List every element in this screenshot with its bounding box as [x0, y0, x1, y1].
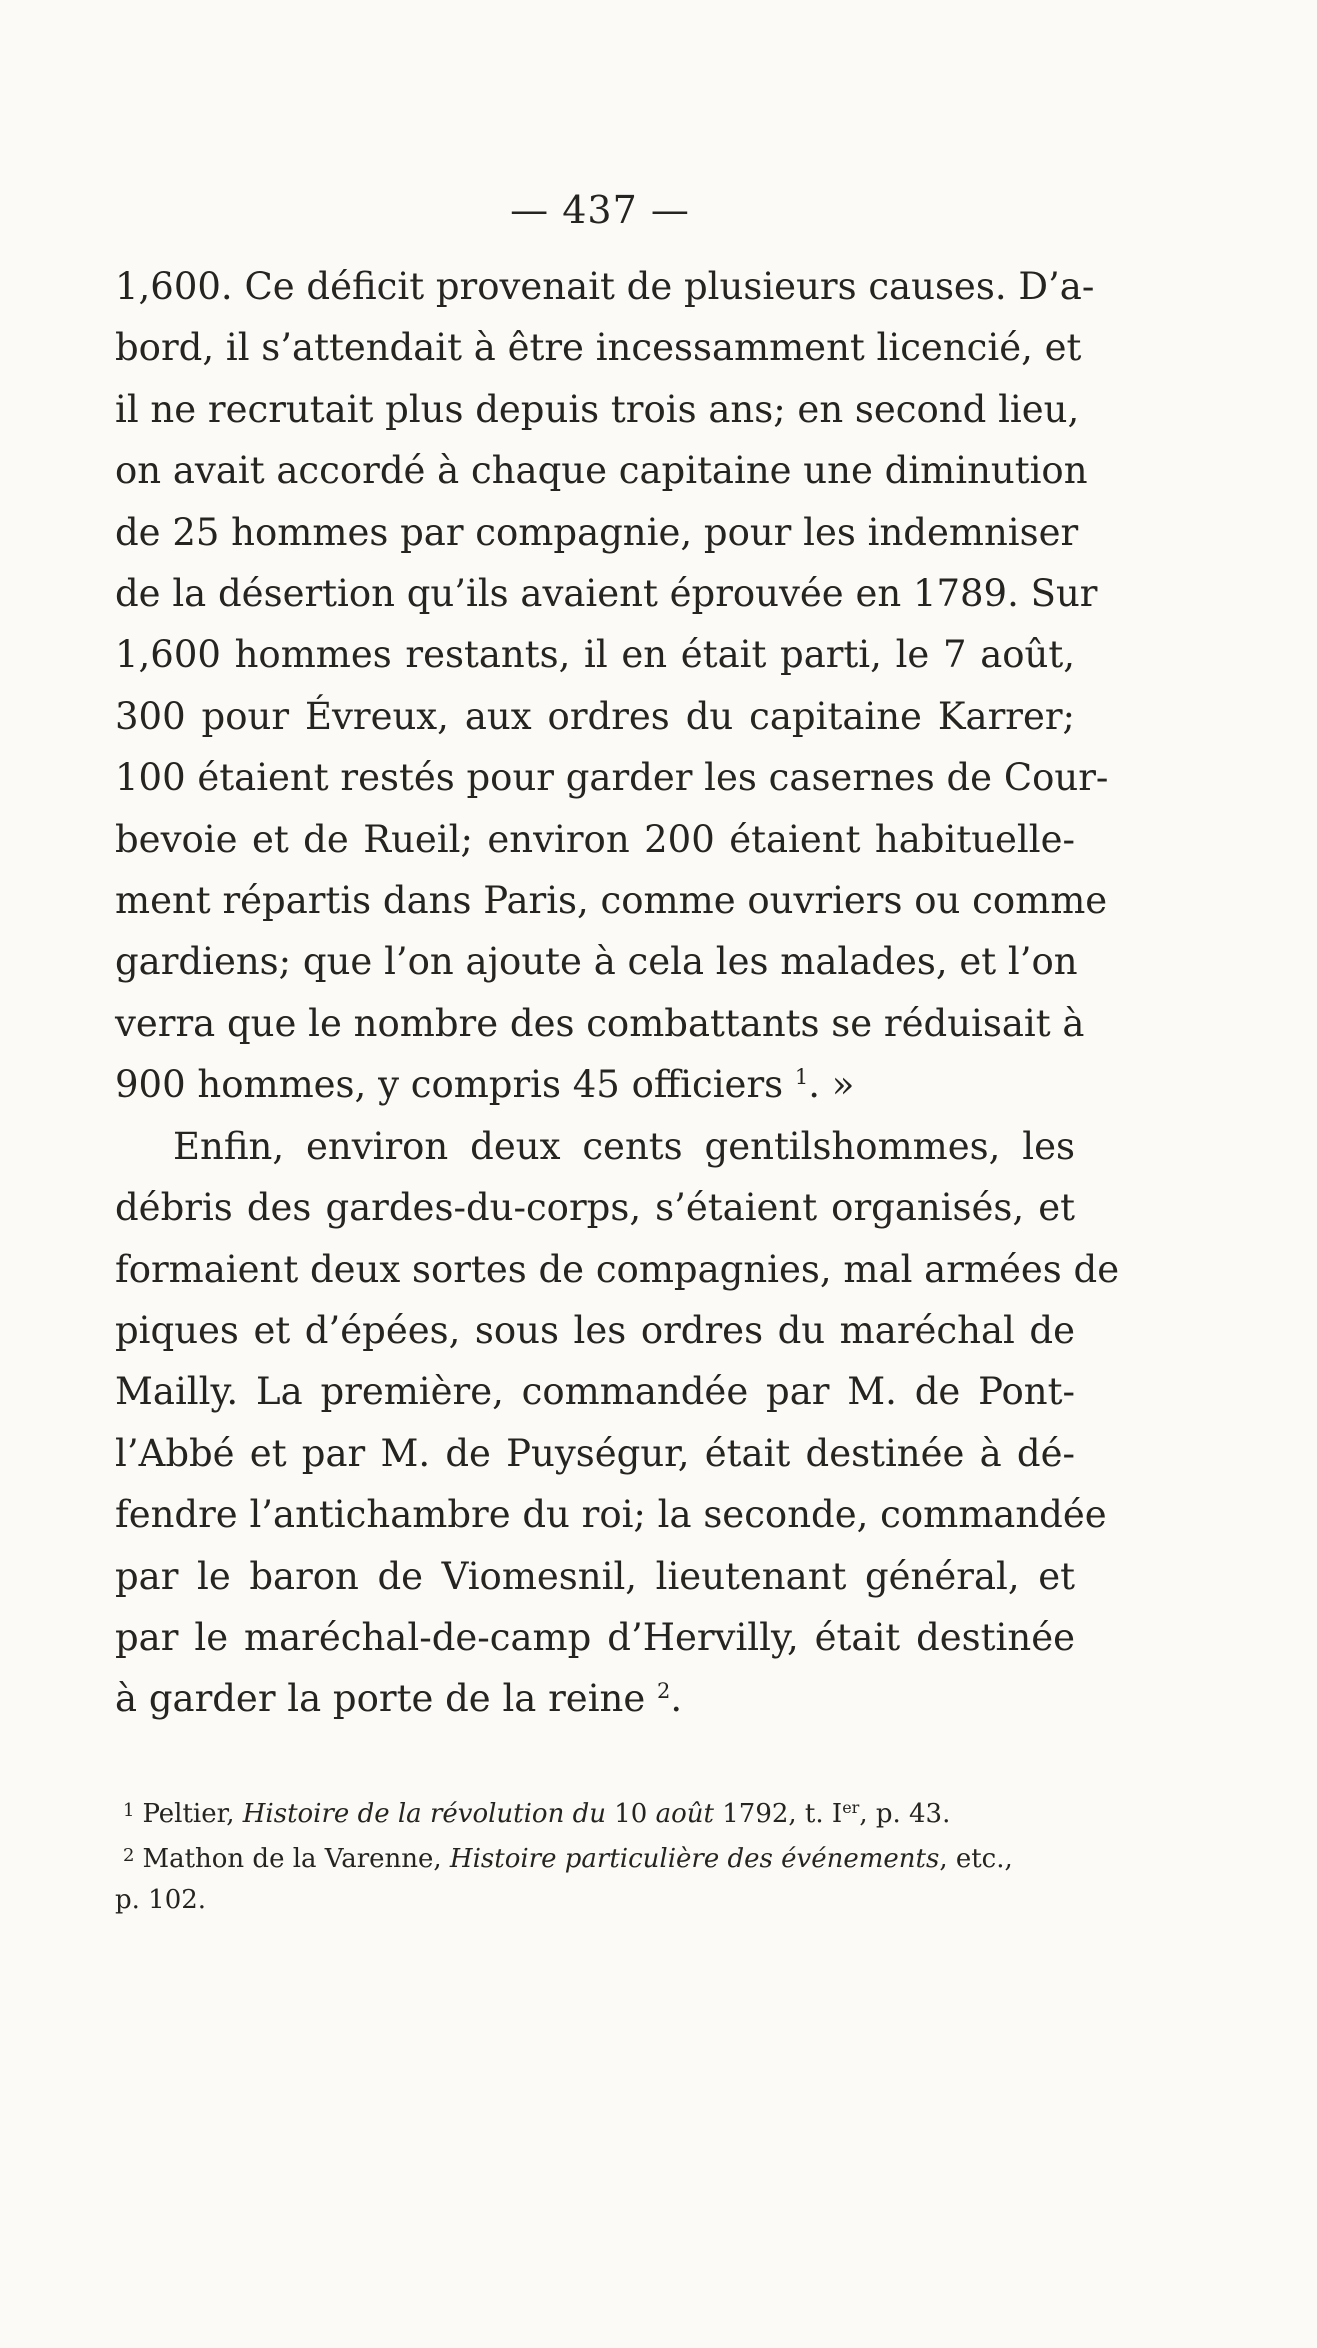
text-line-24-tail: .: [670, 1677, 683, 1721]
text-line-24: [115, 1668, 1075, 1729]
text-line-7: 1,600 hommes restants, il en était parti, le 7 août,: [115, 633, 1075, 677]
footnote-2-title: Histoire particulière des événements: [449, 1844, 940, 1874]
text-line-21: fendre l’antichambre du roi; la seconde, commandée: [115, 1493, 1107, 1537]
footnote-1-end: , p. 43.: [859, 1799, 951, 1829]
text-line-13: verra que le nombre des combattants se réduisait à: [115, 1001, 1085, 1045]
text-line-10: bevoie et de Rueil; environ 200 étaient habituelle-: [115, 817, 1075, 861]
text-line-1: 1,600. Ce déficit provenait de plusieurs causes. D’a-: [115, 265, 1095, 308]
body-text: [115, 256, 1120, 1730]
text-line-8: 300 pour Évreux, aux ordres du capitaine Karrer;: [115, 694, 1075, 738]
text-line-12: gardiens; que l’on ajoute à cela les malades, et l’on: [115, 940, 1078, 984]
footnote-ref-2[interactable]: 2: [657, 1679, 671, 1704]
footnote-1-title2: août: [655, 1799, 714, 1829]
footnote-1-mid: 10: [605, 1799, 656, 1829]
footnote-1: [115, 1790, 1075, 1835]
footnote-1-title: Histoire de la révolution du: [242, 1799, 606, 1829]
footnote-1-sup: er: [842, 1798, 860, 1817]
footnote-2-lead: Mathon de la Varenne,: [142, 1844, 450, 1874]
text-line-9: 100 étaient restés pour garder les casernes de Cour-: [115, 756, 1109, 800]
text-line-16: débris des gardes-du-corps, s’étaient organisés, et: [115, 1186, 1075, 1230]
text-line-19: Mailly. La première, commandée par M. de Pont-: [115, 1370, 1075, 1414]
text-line-24-main: à garder la porte de la reine: [115, 1677, 646, 1721]
text-line-17: formaient deux sortes de compagnies, mal armées de: [115, 1247, 1120, 1291]
footnote-2-tail: , etc.,: [939, 1844, 1013, 1874]
page-number: — 437 —: [510, 188, 690, 232]
footnote-ref-1[interactable]: 1: [794, 1065, 809, 1090]
text-line-4: on avait accordé à chaque capitaine une diminution: [115, 449, 1088, 493]
footnote-1-mark: 1: [123, 1800, 135, 1821]
text-line-2: bord, il s’attendait à être incessamment licencié, et: [115, 326, 1082, 370]
footnote-2-mark: 2: [123, 1845, 135, 1866]
text-line-14-tail: . »: [808, 1063, 855, 1107]
footnote-2-continued: p. 102.: [115, 1885, 207, 1915]
text-line-20: l’Abbé et par M. de Puységur, était destinée à dé-: [115, 1431, 1075, 1475]
text-line-11: ment répartis dans Paris, comme ouvriers ou comme: [115, 879, 1108, 923]
text-line-6: de la désertion qu’ils avaient éprouvée en 1789. Sur: [115, 572, 1098, 616]
text-line-18: piques et d’épées, sous les ordres du maréchal de: [115, 1308, 1075, 1352]
text-line-14-main: 900 hommes, y compris 45 officiers: [115, 1063, 784, 1107]
text-line-23: par le maréchal-de-camp d’Hervilly, était destinée: [115, 1615, 1075, 1659]
footnote-1-tail: 1792, t. I: [713, 1799, 843, 1829]
footnote-1-lead: Peltier,: [142, 1799, 243, 1829]
text-line-5: de 25 hommes par compagnie, pour les indemniser: [115, 510, 1079, 554]
text-line-15: Enfin, environ deux cents gentilshommes, les: [173, 1124, 1075, 1168]
text-line-22: par le baron de Viomesnil, lieutenant général, et: [115, 1554, 1075, 1598]
footnotes: [115, 1790, 1075, 1921]
footnote-2: [115, 1835, 1075, 1880]
text-line-3: il ne recrutait plus depuis trois ans; en second lieu,: [115, 387, 1080, 431]
text-line-14: [115, 1054, 1075, 1115]
